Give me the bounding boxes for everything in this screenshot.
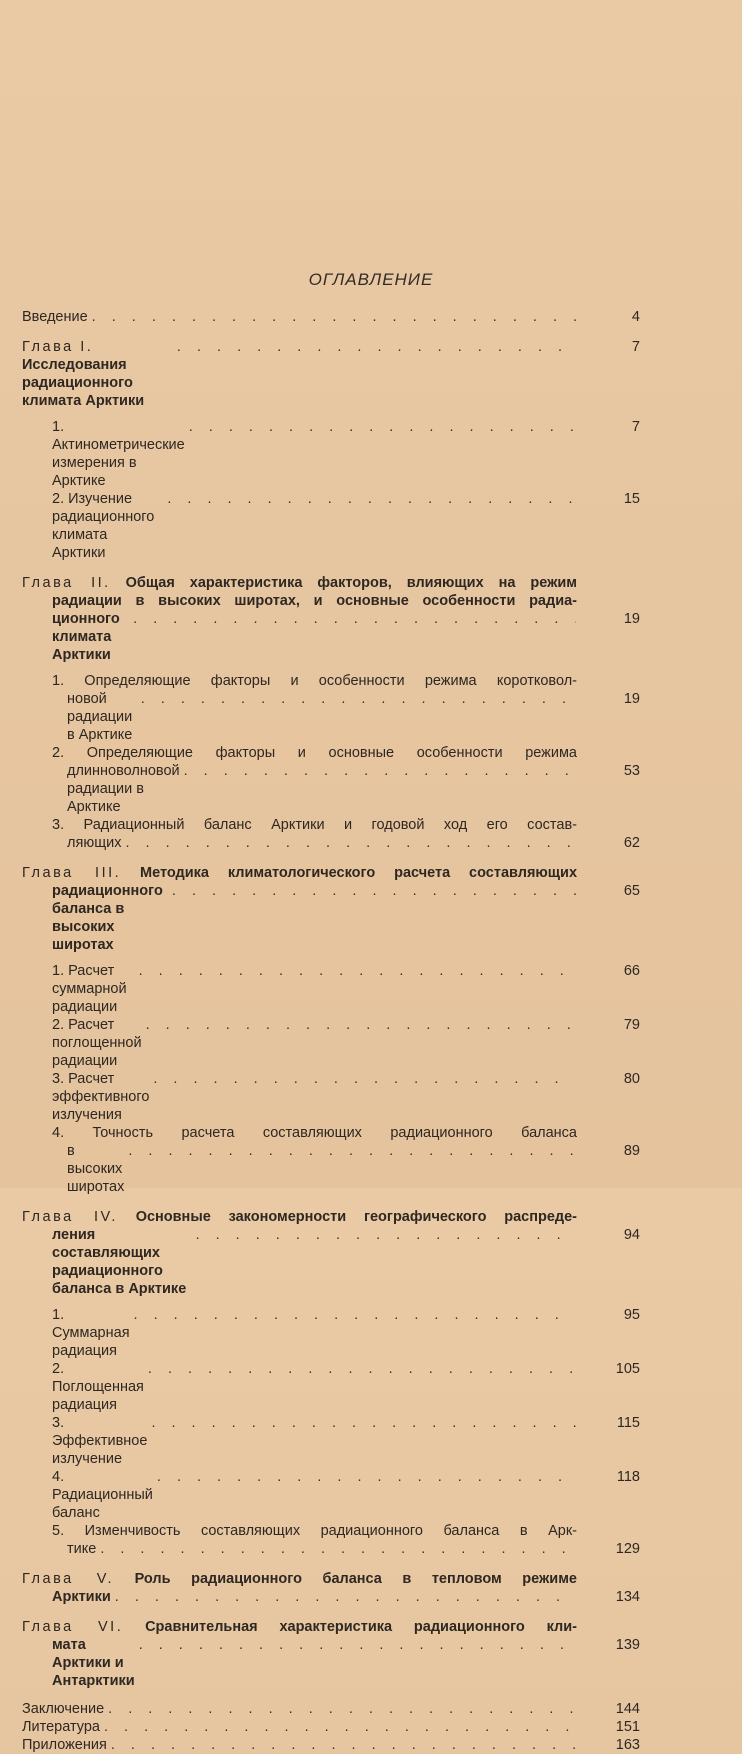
- dot-leader: [172, 882, 576, 900]
- entry-title: Приложения: [22, 1737, 107, 1753]
- chapter-label: Глава V.: [22, 1571, 115, 1587]
- toc-entry-line[interactable]: [22, 1226, 640, 1298]
- chapter-name: радиации в высоких широтах, и основные особенности радиа-: [52, 593, 577, 609]
- entry-title: Заключение: [22, 1701, 105, 1717]
- toc-entry-line[interactable]: [22, 308, 640, 326]
- page-number: 139: [615, 1637, 640, 1653]
- chapter-title-line: [52, 882, 168, 954]
- page-number: 53: [623, 763, 640, 779]
- toc-entry-line[interactable]: [22, 1540, 640, 1558]
- chapter-name: Исследования радиационного климата Арктики: [22, 357, 145, 409]
- chapter-title-line: [22, 338, 173, 410]
- section-entry[interactable]: [22, 1124, 640, 1196]
- toc-entry-line[interactable]: [22, 490, 640, 562]
- entry-title: Введение: [22, 309, 88, 325]
- toc-entry-line[interactable]: [22, 1016, 640, 1070]
- section-entry[interactable]: [22, 1306, 640, 1360]
- section-title: 2. Расчет поглощенной радиации: [52, 1017, 142, 1069]
- toc-entry-line: [22, 1570, 640, 1588]
- section-entry[interactable]: [22, 418, 640, 490]
- section-title: 1. Актинометрические измерения в Арктике: [52, 419, 185, 489]
- page-number: 80: [623, 1071, 640, 1087]
- section-title: 1. Расчет суммарной радиации: [52, 963, 127, 1015]
- page-number: 66: [623, 963, 640, 979]
- toc-entry-line: [22, 672, 640, 690]
- toc-entry-line[interactable]: [22, 1468, 640, 1522]
- section-entry[interactable]: [22, 1070, 640, 1124]
- section-list: [22, 1306, 640, 1558]
- section-title: 4. Радиационный баланс: [52, 1469, 153, 1521]
- section-entry[interactable]: [22, 490, 640, 562]
- chapter-title-line: [52, 1226, 192, 1298]
- dot-leader: [167, 490, 576, 508]
- chapter-label: Глава II.: [22, 575, 111, 591]
- page-number: 7: [631, 339, 640, 355]
- dot-leader: [146, 1016, 576, 1034]
- page-number: 4: [631, 309, 640, 325]
- dot-leader: [134, 1306, 576, 1324]
- toc-title: ОГЛАВЛЕНИЕ: [308, 270, 434, 289]
- page-number: 79: [623, 1017, 640, 1033]
- toc-entry-line[interactable]: [22, 1636, 640, 1690]
- section-title: 2. Определяющие факторы и основные особенности режима: [52, 745, 577, 761]
- chapter-label: Глава III.: [22, 865, 122, 881]
- page-number: 163: [615, 1737, 640, 1753]
- chapter-name: Арктики: [52, 1589, 111, 1605]
- section-title: тике: [67, 1541, 97, 1557]
- toc-entry-line[interactable]: [22, 690, 640, 744]
- toc-entry-line: [22, 864, 640, 882]
- chapter-title-line: [52, 610, 129, 664]
- toc-entry-line[interactable]: [22, 1070, 640, 1124]
- section-list: [22, 672, 640, 852]
- dot-leader: [133, 610, 576, 628]
- chapter-name: мата Арктики и Антарктики: [52, 1637, 135, 1689]
- toc-entry-line[interactable]: [22, 338, 640, 410]
- section-title: 3. Расчет эффективного излучения: [52, 1071, 150, 1123]
- dot-leader: [108, 1700, 576, 1718]
- section-title: 1. Определяющие факторы и особенности режима коротковол-: [52, 673, 577, 689]
- page-number: 105: [615, 1361, 640, 1377]
- dot-leader: [104, 1718, 576, 1736]
- toc-entry-line[interactable]: [22, 1414, 640, 1468]
- dot-leader: [148, 1360, 576, 1378]
- toc-entry-line: [22, 744, 640, 762]
- toc-entry-line[interactable]: [22, 962, 640, 1016]
- chapter-title-line: [22, 1570, 577, 1588]
- section-entry[interactable]: [22, 1016, 640, 1070]
- dot-leader: [177, 338, 576, 356]
- page-number: 89: [623, 1143, 640, 1159]
- toc-entry[interactable]: [22, 308, 640, 326]
- toc-entry-line[interactable]: [22, 1306, 640, 1360]
- page-number: 144: [615, 1701, 640, 1717]
- toc-entry[interactable]: [22, 1718, 640, 1736]
- dot-leader: [189, 418, 576, 436]
- section-entry[interactable]: [22, 672, 640, 744]
- section-entry[interactable]: [22, 1414, 640, 1468]
- section-title: новой радиации в Арктике: [67, 691, 133, 743]
- chapter-name: Основные закономерности географического распреде-: [135, 1209, 578, 1225]
- chapter-name: радиационного баланса в высоких широтах: [52, 883, 163, 953]
- chapter-label: Глава I.: [22, 339, 94, 355]
- section-title: 5. Изменчивость составляющих радиационного баланса в Арк-: [52, 1523, 577, 1539]
- chapter-entry[interactable]: [22, 1618, 640, 1690]
- toc-entry-line[interactable]: [22, 418, 640, 490]
- dot-leader: [157, 1468, 576, 1486]
- chapter-entry[interactable]: [22, 864, 640, 954]
- toc-entry-line: [22, 1208, 640, 1226]
- page-number: 95: [623, 1307, 640, 1323]
- chapter-name: Методика климатологического расчета составляющих: [140, 865, 578, 881]
- chapter-title-line: [22, 1208, 577, 1226]
- section-title: 4. Точность расчета составляющих радиационного баланса: [52, 1125, 577, 1141]
- dot-leader: [153, 1070, 576, 1088]
- section-entry[interactable]: [22, 962, 640, 1016]
- toc-entry-line[interactable]: [22, 610, 640, 664]
- section-title: в высоких широтах: [67, 1143, 125, 1195]
- chapter-name: Сравнительная характеристика радиационного кли-: [145, 1619, 577, 1635]
- chapter-label: Глава VI.: [22, 1619, 124, 1635]
- page-number: 15: [623, 491, 640, 507]
- page-number: 129: [615, 1541, 640, 1557]
- page-number: 7: [631, 419, 640, 435]
- section-title: ляющих: [67, 835, 122, 851]
- dot-leader: [141, 690, 576, 708]
- chapter-title-line: [52, 1636, 135, 1690]
- chapter-label: Глава IV.: [22, 1209, 118, 1225]
- chapter-name: ления составляющих радиационного баланса в Арктике: [52, 1227, 187, 1297]
- dot-leader: [115, 1588, 576, 1606]
- section-entry[interactable]: [22, 816, 640, 852]
- section-entry[interactable]: [22, 744, 640, 816]
- dot-leader: [196, 1226, 576, 1244]
- page-number: 115: [616, 1415, 640, 1431]
- section-list: [22, 418, 640, 562]
- toc-entry-line: [22, 574, 640, 592]
- dot-leader: [128, 1142, 576, 1160]
- toc-entry[interactable]: [22, 1700, 640, 1718]
- chapter-title-line: [22, 864, 577, 882]
- toc-entry-line[interactable]: [22, 1718, 640, 1736]
- toc-entry-line[interactable]: [22, 1736, 640, 1754]
- chapter-name: ционного климата Арктики: [52, 611, 120, 663]
- toc-entry-line[interactable]: [22, 1360, 640, 1414]
- toc-entry-line[interactable]: [22, 882, 640, 954]
- dot-leader: [111, 1736, 576, 1754]
- section-title: 2. Изучение радиационного климата Арктики: [52, 491, 155, 561]
- page-number: 19: [623, 691, 640, 707]
- dot-leader: [100, 1540, 576, 1558]
- table-of-contents: [22, 308, 640, 1754]
- page-number: 94: [623, 1227, 640, 1243]
- chapter-entry[interactable]: [22, 1570, 640, 1606]
- section-title: длинноволновой радиации в Арктике: [67, 763, 180, 815]
- section-title: 3. Радиационный баланс Арктики и годовой ход его состав-: [52, 817, 577, 833]
- dot-leader: [125, 834, 576, 852]
- dot-leader: [184, 762, 576, 780]
- page-number: 65: [623, 883, 640, 899]
- toc-entry-line[interactable]: [22, 1700, 640, 1718]
- chapter-title-line: [52, 1588, 111, 1606]
- chapter-name: Роль радиационного баланса в тепловом режиме: [134, 1571, 577, 1587]
- page-number: 118: [616, 1469, 640, 1485]
- chapter-name: Общая характеристика факторов, влияющих на режим: [125, 575, 577, 591]
- toc-entry-line[interactable]: [22, 834, 640, 852]
- chapter-entry[interactable]: [22, 1208, 640, 1298]
- dot-leader: [139, 1636, 576, 1654]
- chapter-title-line: [22, 1618, 577, 1636]
- section-title: 1. Суммарная радиация: [52, 1307, 130, 1359]
- section-entry[interactable]: [22, 1468, 640, 1522]
- page-number: 62: [623, 835, 640, 851]
- page-number: 134: [615, 1589, 640, 1605]
- toc-entry-line: [22, 592, 640, 610]
- chapter-title-line: [22, 574, 577, 592]
- chapter-entry[interactable]: [22, 574, 640, 664]
- entry-title: Литература: [22, 1719, 100, 1735]
- toc-entry-line[interactable]: [22, 1588, 640, 1606]
- toc-entry-line: [22, 1522, 640, 1540]
- page-number: 151: [615, 1719, 640, 1735]
- dot-leader: [139, 962, 576, 980]
- dot-leader: [151, 1414, 576, 1432]
- chapter-title-line: [52, 592, 577, 610]
- toc-entry[interactable]: [22, 1736, 640, 1754]
- toc-entry-line: [22, 1618, 640, 1636]
- dot-leader: [92, 308, 576, 326]
- toc-entry-line[interactable]: [22, 762, 640, 816]
- section-entry[interactable]: [22, 1522, 640, 1558]
- toc-entry-line: [22, 816, 640, 834]
- chapter-entry[interactable]: [22, 338, 640, 410]
- section-title: 2. Поглощенная радиация: [52, 1361, 144, 1413]
- section-entry[interactable]: [22, 1360, 640, 1414]
- section-title: 3. Эффективное излучение: [52, 1415, 148, 1467]
- section-list: [22, 962, 640, 1196]
- toc-entry-line: [22, 1124, 640, 1142]
- page-number: 19: [623, 611, 640, 627]
